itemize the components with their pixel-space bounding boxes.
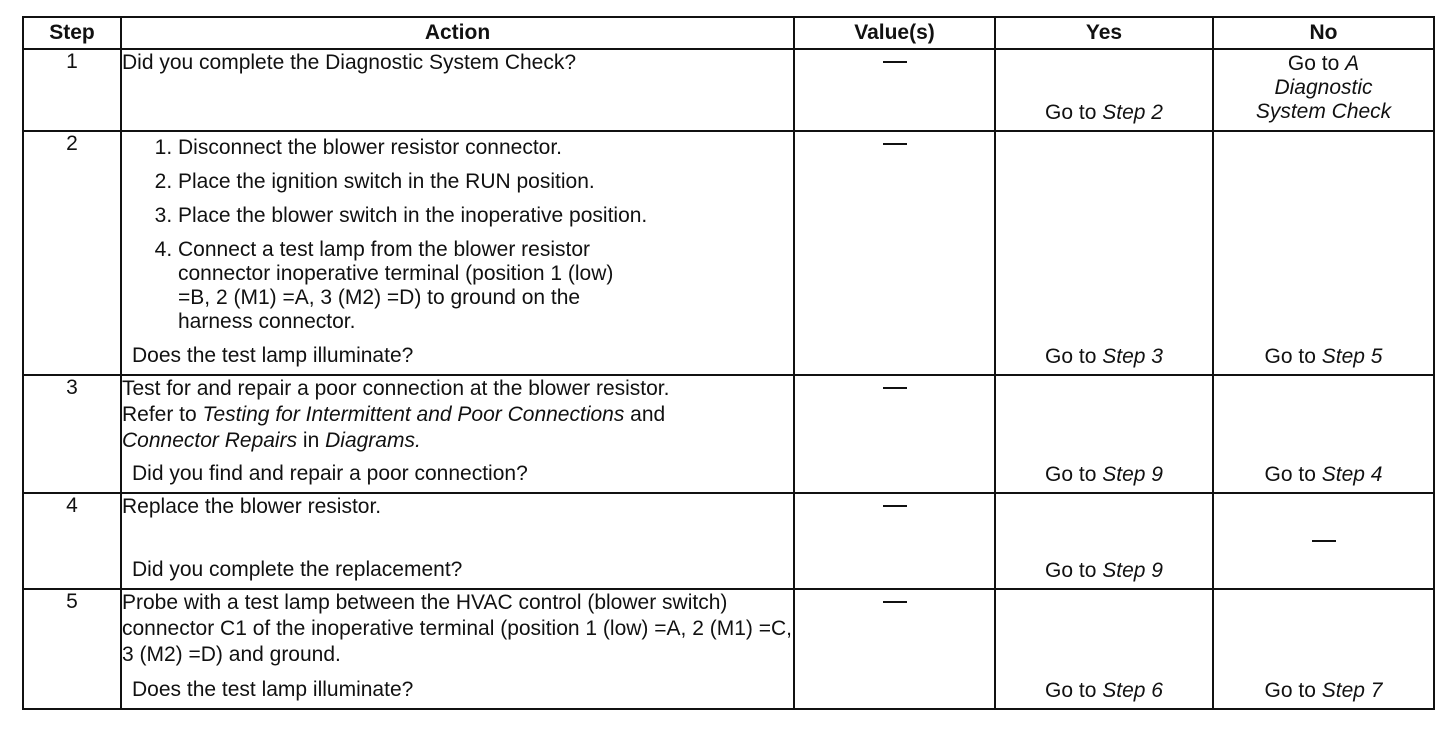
- no-prefix: Go to: [1287, 52, 1346, 75]
- header-row: [23, 17, 1434, 49]
- step-number: 1: [23, 49, 121, 131]
- yes-prefix: Go to: [1045, 345, 1103, 368]
- action-cell: [121, 375, 794, 493]
- no-prefix: Go to: [1264, 463, 1322, 486]
- reference-link[interactable]: Diagrams.: [325, 429, 421, 452]
- dash-mark: [883, 601, 907, 603]
- action-cell: [121, 493, 794, 589]
- yes-prefix: Go to: [1045, 101, 1103, 124]
- yes-cell: [995, 589, 1213, 709]
- step-number: 4: [23, 493, 121, 589]
- dash-mark: [883, 143, 907, 145]
- table-row: [23, 589, 1434, 709]
- no-cell: [1213, 131, 1434, 375]
- question-text: Does the test lamp illuminate?: [132, 678, 414, 701]
- yes-cell: [995, 493, 1213, 589]
- action-text: Replace the blower resistor.: [122, 495, 382, 518]
- action-text: Probe with a test lamp between the HVAC control (blower switch) connector C1 of the inoperative terminal (position 1 (low) =A, 2 (M1) =C, 3 (M2) =D) and ground.: [122, 591, 792, 666]
- value-cell: [794, 375, 995, 493]
- action-text: Did you complete the Diagnostic System Check?: [122, 51, 577, 74]
- value-cell: [794, 589, 995, 709]
- table-row: [23, 375, 1434, 493]
- no-cell: [1213, 493, 1434, 589]
- yes-result[interactable]: [996, 101, 1212, 125]
- no-cell: [1213, 49, 1434, 131]
- action-text-part: Test for and repair a poor connection at the blower resistor. Refer to: [122, 377, 670, 426]
- yes-step-link[interactable]: Step 9: [1102, 559, 1163, 582]
- dash-mark: [883, 61, 907, 63]
- yes-result[interactable]: [996, 463, 1212, 487]
- no-link-part[interactable]: A: [1345, 52, 1360, 75]
- no-result[interactable]: [1214, 50, 1433, 124]
- header-yes: Yes: [995, 17, 1213, 49]
- question-text: Did you complete the replacement?: [132, 558, 463, 581]
- yes-cell: [995, 49, 1213, 131]
- no-link-part[interactable]: Diagnostic: [1274, 76, 1373, 99]
- yes-prefix: Go to: [1045, 463, 1103, 486]
- question-text: Did you find and repair a poor connection?: [132, 462, 528, 485]
- no-cell: [1213, 375, 1434, 493]
- reference-link[interactable]: Testing for Intermittent and Poor Connections: [202, 403, 625, 426]
- value-cell: [794, 493, 995, 589]
- action-cell: [121, 589, 794, 709]
- yes-step-link[interactable]: Step 3: [1102, 345, 1163, 368]
- list-item: 4. Connect a test lamp from the blower resistor connector inoperative terminal (position 1 (low) =B, 2 (M1) =A, 3 (M2) =D) to ground on the harness connector.: [178, 238, 793, 334]
- yes-prefix: Go to: [1045, 559, 1103, 582]
- instruction-list: [122, 136, 793, 334]
- yes-step-link[interactable]: Step 9: [1102, 463, 1163, 486]
- yes-step-link[interactable]: Step 6: [1102, 679, 1163, 702]
- table-row: [23, 49, 1434, 131]
- action-text: [122, 376, 793, 454]
- no-step-link[interactable]: Step 5: [1321, 345, 1383, 368]
- no-prefix: Go to: [1264, 345, 1322, 368]
- no-result[interactable]: [1214, 463, 1433, 487]
- no-step-link[interactable]: Step 7: [1321, 679, 1383, 702]
- yes-cell: [995, 131, 1213, 375]
- list-item: 2. Place the ignition switch in the RUN position.: [178, 170, 793, 194]
- step-number: 5: [23, 589, 121, 709]
- dash-mark: [883, 505, 907, 507]
- no-result[interactable]: [1214, 679, 1433, 703]
- diagnostic-table: [22, 16, 1435, 710]
- header-values: Value(s): [794, 17, 995, 49]
- question-text: Does the test lamp illuminate?: [132, 344, 414, 367]
- table-row: [23, 131, 1434, 375]
- action-text-part: and: [624, 403, 666, 426]
- yes-result[interactable]: [996, 345, 1212, 369]
- no-cell: [1213, 589, 1434, 709]
- step-number: 2: [23, 131, 121, 375]
- table-row: [23, 493, 1434, 589]
- reference-link[interactable]: Connector Repairs: [122, 429, 298, 452]
- action-cell: [121, 131, 794, 375]
- value-cell: [794, 131, 995, 375]
- yes-cell: [995, 375, 1213, 493]
- action-cell: [121, 49, 794, 131]
- list-item: 1. Disconnect the blower resistor connector.: [178, 136, 793, 160]
- header-action: Action: [121, 17, 794, 49]
- no-link-part[interactable]: System Check: [1255, 100, 1392, 123]
- header-no: No: [1213, 17, 1434, 49]
- dash-mark: [1312, 540, 1336, 542]
- no-step-link[interactable]: Step 4: [1321, 463, 1383, 486]
- step-number: 3: [23, 375, 121, 493]
- list-item: 3. Place the blower switch in the inoperative position.: [178, 204, 793, 228]
- yes-result[interactable]: [996, 679, 1212, 703]
- yes-prefix: Go to: [1045, 679, 1103, 702]
- yes-result[interactable]: [996, 559, 1212, 583]
- no-prefix: Go to: [1264, 679, 1322, 702]
- action-text-part: in: [297, 429, 326, 452]
- value-cell: [794, 49, 995, 131]
- dash-mark: [883, 387, 907, 389]
- header-step: Step: [23, 17, 121, 49]
- no-result[interactable]: [1214, 345, 1433, 369]
- yes-step-link[interactable]: Step 2: [1102, 101, 1163, 124]
